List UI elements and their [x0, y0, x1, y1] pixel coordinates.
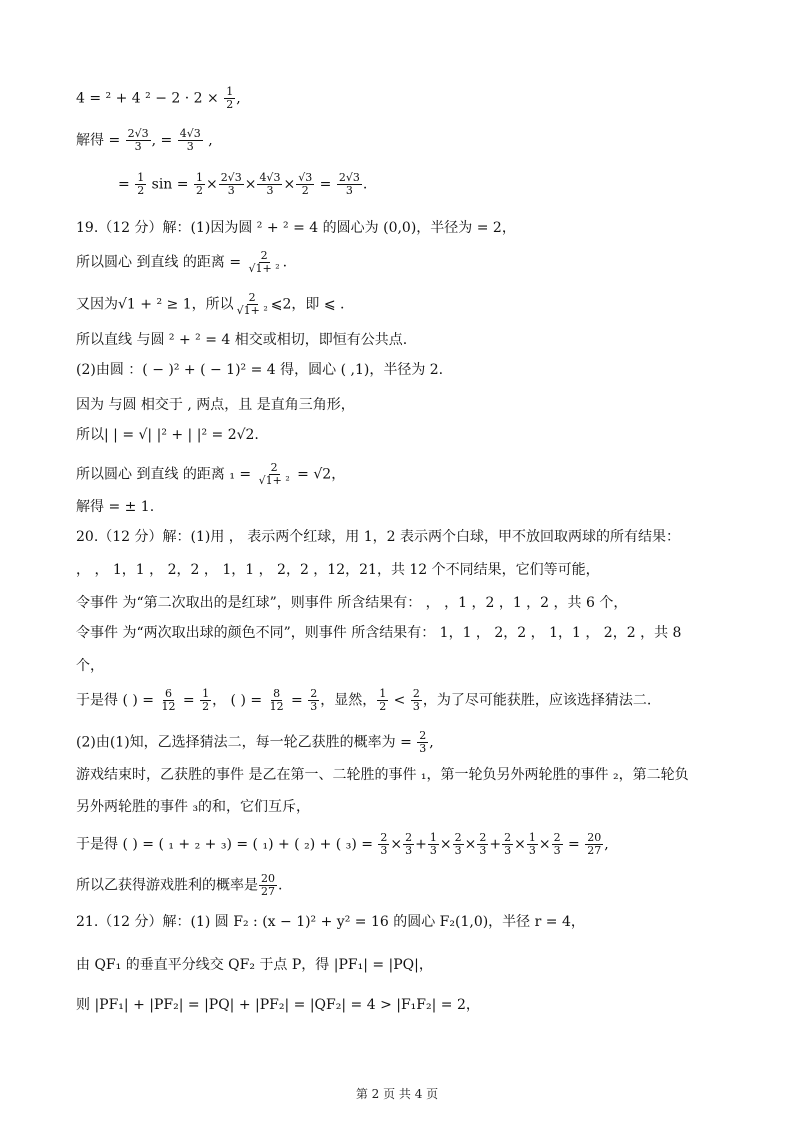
text-line [76, 497, 154, 517]
text-segment: 又因为√1 + ² ≥ 1，所以 [76, 296, 234, 313]
text-segment: 所以圆心 到直线 的距离 = [76, 254, 246, 271]
text-segment: 于是得 ( ) = [76, 692, 159, 709]
text-segment: 由 QF₁ 的垂直平分线交 QF₂ 于点 P，得 |PF₁| = |PQ|， [76, 957, 433, 973]
fraction [453, 832, 464, 857]
fraction-numerator: 2 [270, 461, 278, 474]
text-segment: . [278, 877, 283, 894]
fraction [417, 730, 428, 755]
fraction [337, 172, 362, 197]
text-segment: , [236, 90, 241, 107]
text-line [76, 688, 651, 713]
fraction [200, 688, 211, 713]
fraction [502, 832, 513, 857]
text-segment: ， ( ) = [212, 692, 267, 709]
fraction-denominator: √1+ ² [248, 262, 280, 275]
fraction-denominator: 3 [310, 700, 318, 713]
text-segment: × [439, 836, 452, 853]
fraction-denominator: 2 [137, 184, 145, 197]
fraction [552, 832, 563, 857]
fraction-numerator: 2 [310, 687, 318, 700]
fraction-numerator: 4√3 [259, 171, 281, 184]
text-line [76, 912, 585, 932]
fraction-numerator: 6 [164, 687, 172, 700]
page-footer: 第 2 页 共 4 页 [355, 1087, 439, 1101]
text-line [76, 656, 104, 676]
text-segment: , = [151, 132, 177, 149]
text-line [76, 250, 287, 275]
fraction [178, 128, 203, 153]
fraction [378, 832, 389, 857]
fraction-denominator: 2 [226, 98, 234, 111]
fraction-numerator: 2 [419, 729, 427, 742]
text-segment: 19.（12 分）解：(1)因为圆 ² + ² = 4 的圆心为 (0,0)，半径为 = 2， [76, 220, 516, 236]
fraction-numerator: 8 [273, 687, 281, 700]
text-segment: 所以| | = √| |² + | |² = 2√2. [76, 427, 259, 443]
fraction-numerator: 2√3 [338, 171, 360, 184]
text-segment: = √2， [292, 466, 346, 483]
text-segment: × [283, 176, 296, 193]
text-segment: . [362, 176, 368, 193]
text-segment: 个， [76, 658, 104, 674]
fraction-denominator: 2 [301, 184, 309, 197]
fraction [477, 832, 488, 857]
fraction [527, 832, 538, 857]
fraction-numerator: 4√3 [179, 127, 201, 140]
text-segment: + [489, 836, 502, 853]
text-line [76, 527, 680, 547]
fraction-denominator: 2 [379, 700, 387, 713]
text-segment: , [429, 734, 434, 751]
fraction [135, 172, 146, 197]
fraction-denominator: 12 [269, 700, 284, 713]
text-segment: 20.（12 分）解：(1)用 ， 表示两个红球，用 1，2 表示两个白球，甲不放回取两球的所有结果： [76, 529, 680, 545]
text-line [118, 172, 367, 197]
fraction-numerator: 2 [412, 687, 420, 700]
fraction [308, 688, 319, 713]
fraction [159, 688, 177, 713]
text-segment: , [203, 132, 213, 149]
text-segment: 21.（12 分）解：(1) 圆 F₂ : (x − 1)² + y² = 16 的圆心 F₂(1,0)，半径 r = 4， [76, 914, 585, 930]
fraction-denominator: 3 [429, 844, 437, 857]
fraction-denominator: 3 [553, 844, 561, 857]
fraction-denominator: 12 [161, 700, 176, 713]
text-segment: 则 |PF₁| + |PF₂| = |PQ| + |PF₂| = |QF₂| = 4 > |F₁F₂| = 2， [76, 997, 480, 1013]
text-line [76, 330, 407, 350]
fraction-denominator: 3 [380, 844, 388, 857]
fraction-numerator: 2√3 [127, 127, 149, 140]
fraction-numerator: 20 [261, 872, 275, 885]
text-segment: ，显然， [320, 692, 377, 709]
fraction-denominator: 3 [528, 844, 536, 857]
text-segment: ⩽2，即 ⩽ . [270, 296, 345, 313]
fraction-numerator: 1 [429, 831, 437, 844]
fraction [403, 832, 414, 857]
fraction [296, 172, 314, 197]
text-segment: = [118, 176, 135, 193]
fraction-numerator: √3 [298, 171, 313, 184]
text-segment: × [390, 836, 403, 853]
text-line [76, 395, 355, 415]
text-line [76, 873, 282, 898]
fraction-denominator: 3 [479, 844, 487, 857]
text-segment: × [538, 836, 551, 853]
text-segment: 令事件 为“两次取出球的颜色不同”，则事件 所含结果有： 1，1 ， 2，2 ， 1，1 ， 2，2 ，共 8 [76, 625, 682, 641]
fraction-numerator: 1 [195, 171, 203, 184]
text-segment: + [415, 836, 427, 853]
text-segment: ，为了尽可能获胜，应该选择猜法二. [422, 692, 652, 709]
fraction-numerator: 2 [248, 291, 256, 304]
fraction [428, 832, 439, 857]
text-segment: = [286, 692, 308, 709]
fraction-denominator: 2 [202, 700, 210, 713]
text-segment: 游戏结束时，乙获胜的事件 是乙在第一、二轮胜的事件 ₁，第一轮负另外两轮胜的事件 ₂，第二轮负 [76, 767, 689, 783]
fraction-numerator: 2 [553, 831, 561, 844]
fraction [257, 462, 292, 487]
fraction [219, 172, 244, 197]
fraction-denominator: 3 [266, 184, 274, 197]
fraction [268, 688, 286, 713]
fraction-denominator: 3 [412, 700, 420, 713]
fraction-denominator: 3 [186, 140, 194, 153]
text-segment: 4 = ² + 4 ² − 2 · 2 × [76, 90, 224, 107]
text-segment: × [244, 176, 257, 193]
text-segment: = [563, 836, 585, 853]
fraction [235, 292, 270, 317]
text-line [76, 765, 689, 785]
fraction-denominator: √1+ ² [258, 474, 290, 487]
text-segment: × [205, 176, 218, 193]
fraction [247, 250, 282, 275]
text-segment: ， ， 1，1 ， 2，2 ， 1，1 ， 2，2 ，12，21，共 12 个不同结果，它们等可能， [76, 562, 600, 578]
text-segment: 另外两轮胜的事件 ₃的和，它们互斥， [76, 799, 311, 815]
fraction-denominator: 3 [134, 140, 142, 153]
fraction-numerator: 1 [528, 831, 536, 844]
fraction-numerator: 2 [504, 831, 512, 844]
text-segment: . [282, 254, 288, 271]
text-line [76, 425, 259, 445]
text-segment: 所以乙获得游戏胜利的概率是 [76, 877, 258, 894]
fraction-numerator: 2√3 [220, 171, 242, 184]
text-line [76, 86, 241, 111]
fraction-numerator: 20 [587, 831, 602, 844]
fraction-numerator: 1 [202, 687, 210, 700]
text-segment: 于是得 ( ) = ( ₁ + ₂ + ₃) = ( ₁) + ( ₂) + ( ₃) = [76, 836, 378, 853]
text-segment: × [514, 836, 526, 853]
fraction-denominator: 27 [587, 844, 602, 857]
fraction-numerator: 1 [379, 687, 387, 700]
fraction-denominator: 27 [261, 885, 275, 898]
fraction-numerator: 1 [137, 171, 145, 184]
text-segment: 因为 与圆 相交于 , 两点，且 是直角三角形， [76, 397, 355, 413]
fraction-numerator: 2 [479, 831, 487, 844]
fraction-denominator: 3 [504, 844, 512, 857]
text-segment: × [464, 836, 477, 853]
text-segment: 所以直线 与圆 ² + ² = 4 相交或相切，即恒有公共点. [76, 332, 408, 348]
fraction [257, 172, 282, 197]
text-segment: < [389, 692, 410, 709]
text-line [76, 995, 480, 1015]
text-line [76, 560, 600, 580]
text-line [76, 218, 516, 238]
fraction [126, 128, 151, 153]
text-segment: 所以圆心 到直线 的距离 ₁ = [76, 466, 256, 483]
text-segment: = [178, 692, 200, 709]
text-segment: 解得 = [76, 132, 125, 149]
text-segment: sin = [147, 176, 193, 193]
fraction [377, 688, 388, 713]
fraction-numerator: 2 [380, 831, 388, 844]
text-line [76, 797, 310, 817]
fraction [411, 688, 422, 713]
text-line [76, 832, 609, 857]
text-line [76, 623, 681, 643]
fraction-numerator: 1 [226, 85, 234, 98]
text-line [76, 955, 433, 975]
fraction-numerator: 2 [405, 831, 413, 844]
text-segment: 解得 = ± 1. [76, 499, 155, 515]
fraction [259, 873, 277, 898]
fraction-denominator: 3 [405, 844, 413, 857]
text-segment: = [315, 176, 336, 193]
text-line [76, 128, 213, 153]
fraction-denominator: √1+ ² [236, 304, 268, 317]
text-line [76, 360, 443, 380]
text-segment: (2)由圆 ：( − )² + ( − 1)² = 4 得，圆心 ( ,1)，半径为 2. [76, 362, 444, 378]
fraction-denominator: 2 [195, 184, 203, 197]
fraction-denominator: 3 [227, 184, 235, 197]
text-segment: (2)由(1)知，乙选择猜法二，每一轮乙获胜的概率为 = [76, 734, 417, 751]
fraction [194, 172, 205, 197]
fraction-numerator: 2 [454, 831, 462, 844]
fraction-denominator: 3 [454, 844, 462, 857]
fraction [224, 86, 235, 111]
text-segment: , [604, 836, 609, 853]
fraction-numerator: 2 [260, 249, 268, 262]
fraction [585, 832, 603, 857]
text-line [76, 292, 344, 317]
fraction-denominator: 3 [419, 742, 427, 755]
text-line [76, 462, 345, 487]
text-line [76, 593, 627, 613]
text-segment: 令事件 为“第二次取出的是红球”，则事件 所含结果有： ， ，1 ，2 ，1 ，2 ，共 6 个， [76, 595, 628, 611]
text-line [76, 730, 434, 755]
fraction-denominator: 3 [345, 184, 353, 197]
